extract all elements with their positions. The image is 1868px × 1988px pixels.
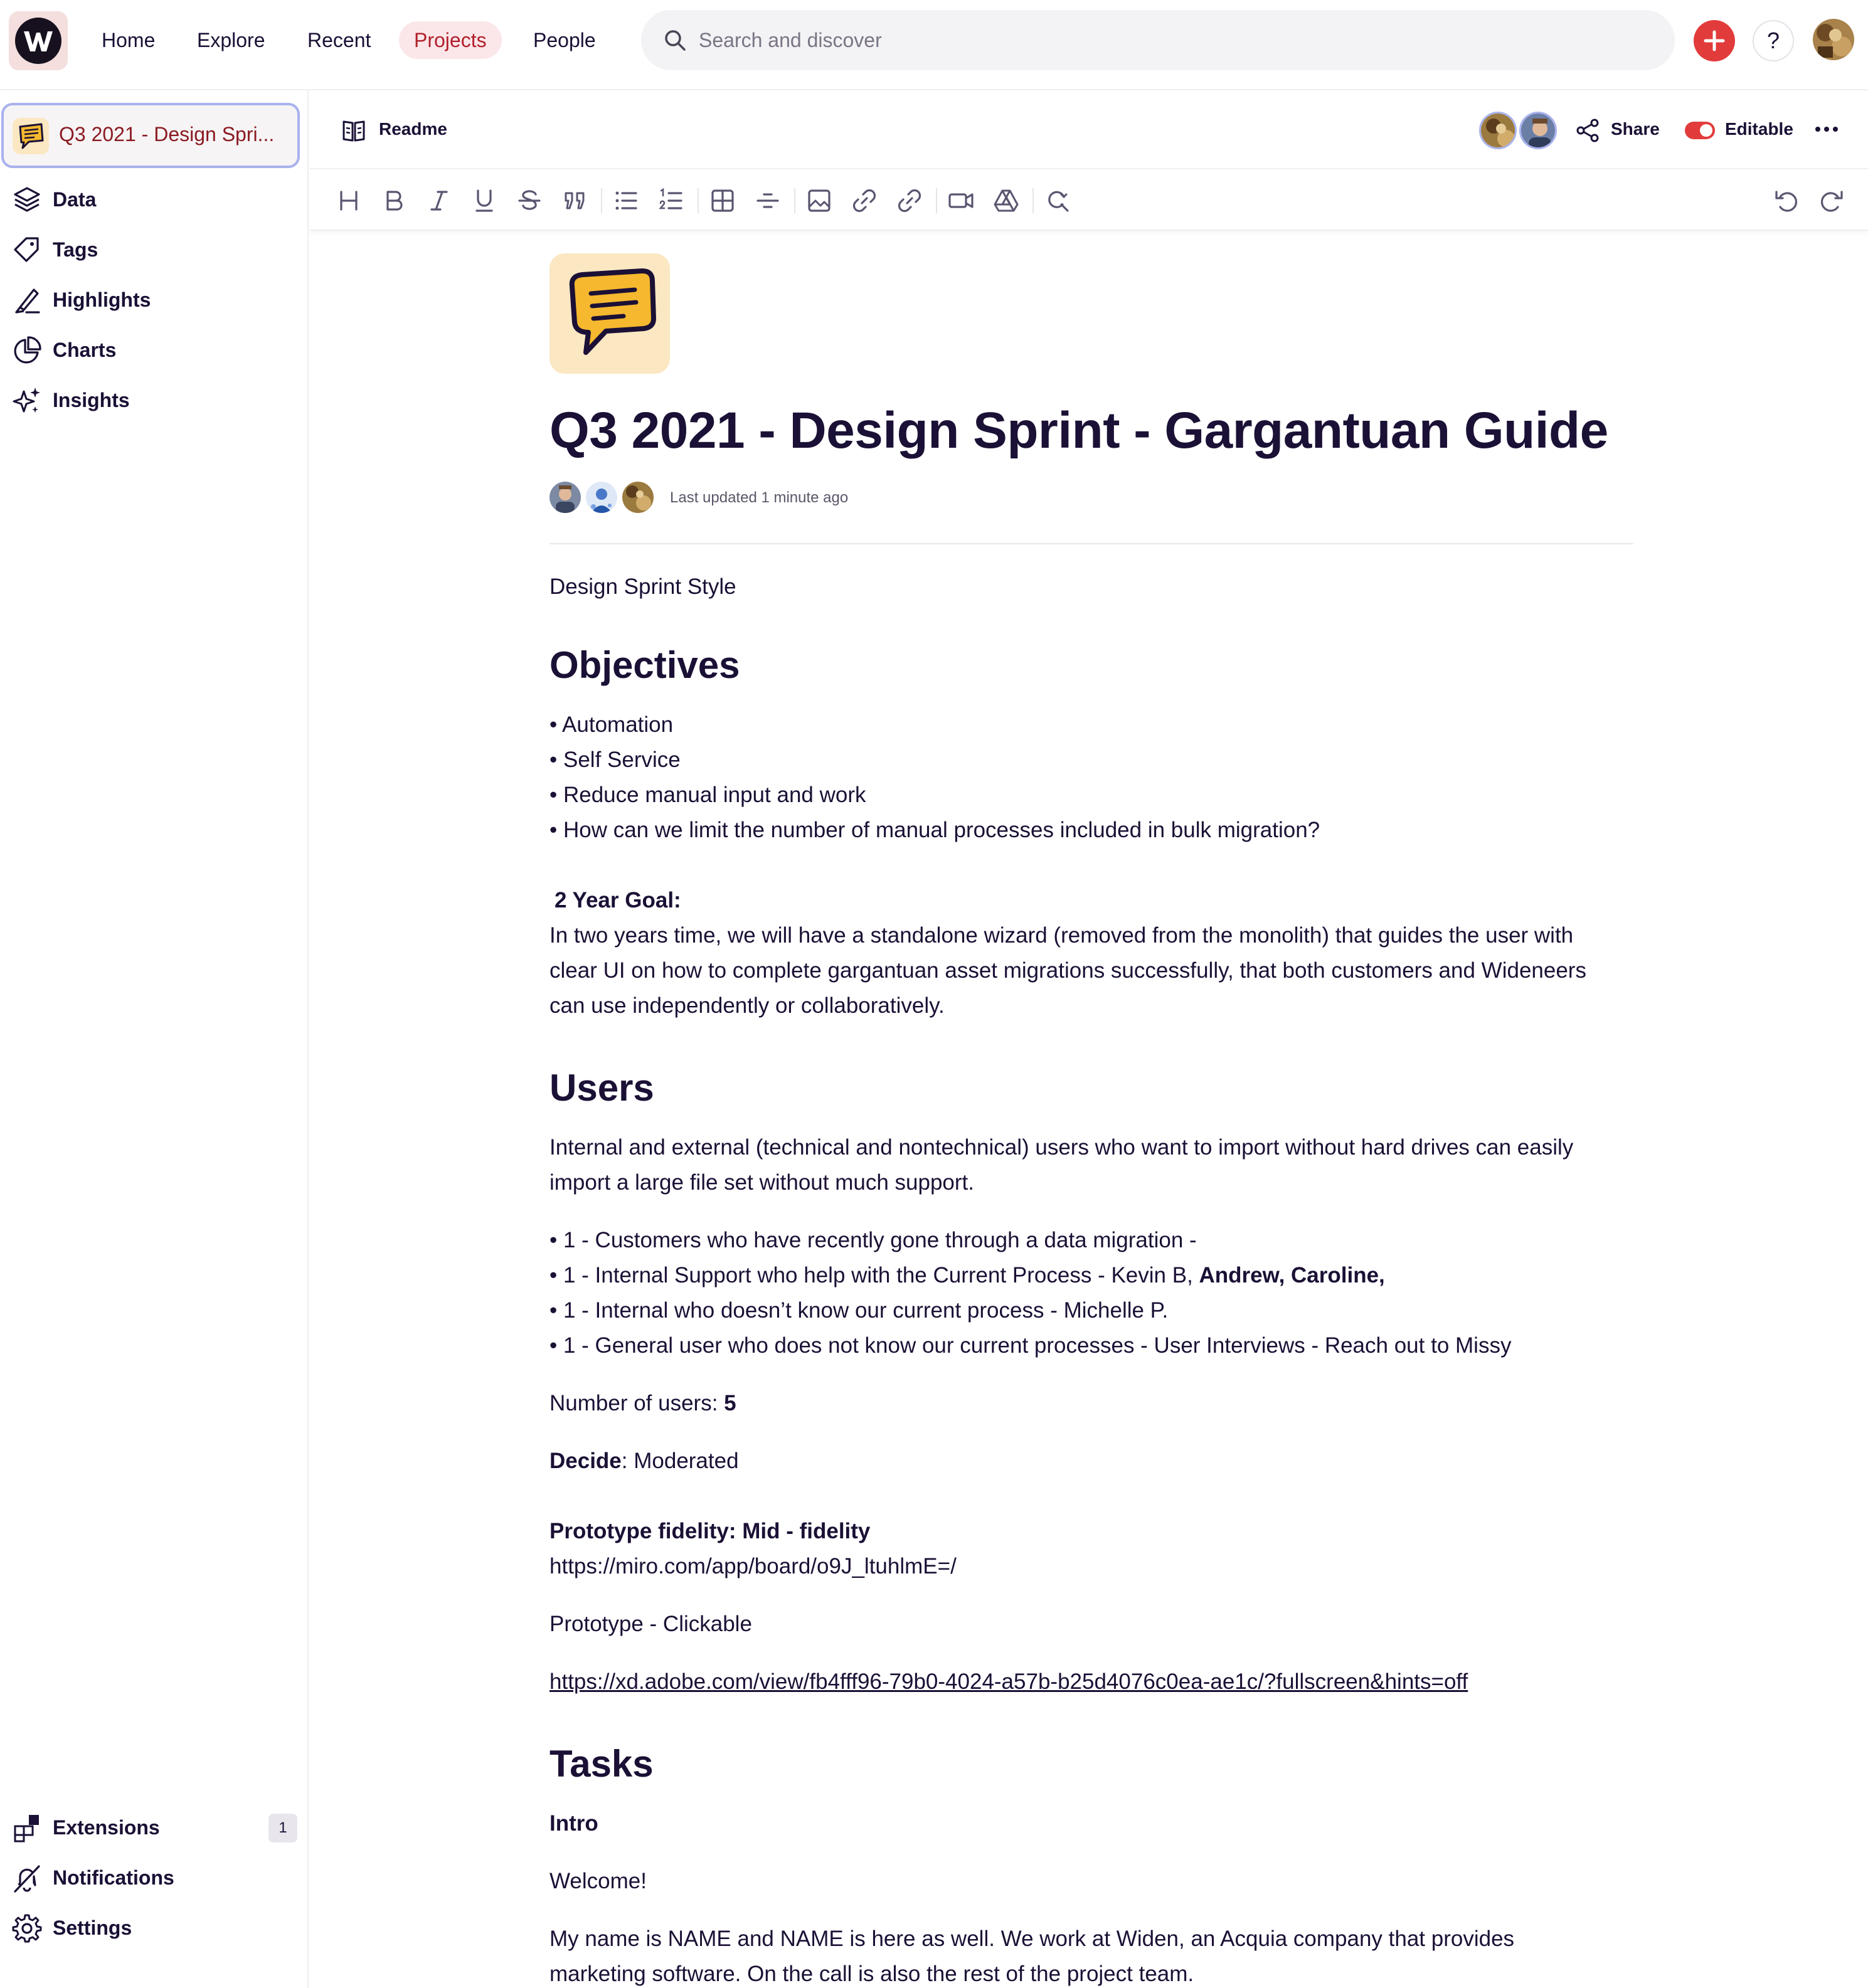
- toolbar-divider: [1032, 188, 1034, 213]
- horizontal-rule-icon: [753, 186, 783, 216]
- search-replace-icon: [1043, 186, 1073, 216]
- sidebar-item-charts[interactable]: [11, 332, 297, 367]
- document-title[interactable]: Q3 2021 - Design Sprint - Gargantuan Guide: [549, 402, 1608, 459]
- nav-people[interactable]: People: [533, 29, 596, 51]
- strikethrough-icon: [514, 186, 544, 216]
- sparkles-icon: [11, 385, 43, 416]
- contributor-avatar[interactable]: [622, 482, 654, 513]
- image-button[interactable]: [804, 186, 834, 216]
- decide-value: : Moderated: [621, 1449, 739, 1473]
- goal-text: can use independently or collaboratively.: [549, 993, 945, 1018]
- redo-button[interactable]: [1817, 186, 1847, 216]
- sidebar-item-label: Highlights: [53, 288, 151, 311]
- image-icon: [804, 186, 834, 216]
- xd-link[interactable]: https://xd.adobe.com/view/fb4fff96-79b0-4024-a57b-b25d4076c0ea-ae1c/?fullscreen&hints=off: [549, 1669, 1468, 1694]
- sidebar: [0, 90, 309, 1988]
- gear-icon: [11, 1913, 43, 1944]
- intro-text: My name is NAME and NAME is here as well. We work at Widen, an Acquia company that provides: [549, 1927, 1515, 1951]
- sidebar-item-label: Insights: [53, 389, 130, 411]
- editable-label: Editable: [1725, 119, 1793, 139]
- italic-button[interactable]: [424, 186, 454, 216]
- tag-icon: [11, 235, 43, 266]
- redo-icon: [1817, 186, 1847, 216]
- intro-text: marketing software. On the call is also the rest of the project team.: [549, 1962, 1194, 1986]
- numbered-list-icon: [656, 186, 686, 216]
- sidebar-item-insights[interactable]: [11, 383, 297, 418]
- miro-link[interactable]: https://miro.com/app/board/o9J_ltuhlmE=/: [549, 1554, 957, 1578]
- prototype-label: Prototype - Clickable: [549, 1612, 752, 1636]
- highlighter-icon: [11, 285, 43, 316]
- users-intro: Internal and external (technical and nontechnical) users who want to import without hard drives can easily: [549, 1135, 1574, 1160]
- user-avatar[interactable]: [1813, 19, 1854, 60]
- widen-logo-icon: [15, 18, 61, 64]
- video-icon: [946, 186, 976, 216]
- document-header: [310, 90, 1868, 169]
- extensions-icon: [11, 1812, 43, 1844]
- project-selector[interactable]: [1, 103, 300, 168]
- list-item: • Self Service: [549, 748, 681, 772]
- heading-button[interactable]: [334, 186, 364, 216]
- nav-recent[interactable]: Recent: [307, 29, 371, 51]
- decide-label: Decide: [549, 1449, 622, 1473]
- heading-icon: [334, 186, 364, 216]
- numbered-list-button[interactable]: [656, 186, 686, 216]
- list-item: • 1 - Customers who have recently gone through a data migration -: [549, 1228, 1197, 1252]
- collaborator-avatar[interactable]: [1479, 112, 1517, 149]
- prototype-fidelity: Prototype fidelity: Mid - fidelity: [549, 1519, 871, 1543]
- book-icon: [341, 118, 366, 143]
- toolbar-divider: [936, 188, 937, 213]
- welcome-text: Welcome!: [549, 1869, 647, 1893]
- layers-icon: [11, 184, 43, 216]
- list-item: • 1 - General user who does not know our current processes - User Interviews - Reach out to Missy: [549, 1333, 1512, 1358]
- speech-bubble-icon: [549, 253, 670, 374]
- sidebar-item-label: Notifications: [53, 1866, 174, 1889]
- quote-button[interactable]: [560, 186, 590, 216]
- bold-icon: [379, 186, 409, 216]
- bell-off-icon: [11, 1863, 43, 1894]
- list-item: [549, 1258, 1385, 1293]
- objectives-heading: Objectives: [549, 644, 740, 686]
- document-icon[interactable]: [549, 253, 670, 374]
- embed-link-button[interactable]: [894, 186, 925, 216]
- sidebar-item-label: Charts: [53, 339, 117, 361]
- bullet-list-icon: [611, 186, 641, 216]
- speech-bubble-icon: [13, 118, 49, 154]
- table-icon: [708, 186, 738, 216]
- nav-projects[interactable]: Projects: [399, 21, 502, 59]
- tasks-heading: Tasks: [549, 1743, 654, 1785]
- toolbar-divider: [698, 188, 699, 213]
- list-item: • Automation: [549, 712, 674, 737]
- number-of-users-value: 5: [724, 1391, 736, 1415]
- link-icon: [849, 186, 879, 216]
- plus-icon: [1694, 20, 1735, 61]
- sidebar-item-label: Tags: [53, 238, 98, 261]
- title-divider: [549, 543, 1633, 544]
- share-icon: [1576, 118, 1601, 143]
- search-icon: [664, 29, 686, 51]
- undo-button[interactable]: [1771, 186, 1802, 216]
- list-item: • 1 - Internal who doesn’t know our current process - Michelle P.: [549, 1298, 1169, 1323]
- toolbar-divider: [601, 188, 602, 213]
- number-of-users-label: Number of users:: [549, 1391, 724, 1415]
- google-drive-icon: [991, 186, 1021, 216]
- pie-chart-icon: [11, 335, 43, 366]
- sidebar-item-notifications[interactable]: [11, 1860, 297, 1895]
- share-label: Share: [1611, 119, 1660, 139]
- embed-link-icon: [894, 186, 925, 216]
- underline-button[interactable]: [469, 186, 499, 216]
- search-bar[interactable]: [641, 10, 1675, 70]
- help-button[interactable]: ?: [1753, 20, 1794, 61]
- sidebar-item-tags[interactable]: [11, 232, 297, 267]
- video-button[interactable]: [946, 186, 976, 216]
- create-button[interactable]: [1694, 20, 1735, 61]
- contributors: [549, 482, 989, 513]
- tab-readme-label: Readme: [379, 119, 447, 139]
- more-options-icon[interactable]: [1814, 123, 1839, 135]
- divider-button[interactable]: [753, 186, 783, 216]
- number-of-users: [549, 1386, 736, 1421]
- users-heading: Users: [549, 1067, 654, 1109]
- google-drive-button[interactable]: [991, 186, 1021, 216]
- italic-icon: [424, 186, 454, 216]
- contributor-avatar[interactable]: [549, 482, 581, 513]
- editor-toolbar: [310, 171, 1868, 231]
- strikethrough-button[interactable]: [514, 186, 544, 216]
- sidebar-item-highlights[interactable]: [11, 282, 297, 317]
- subtitle: Design Sprint Style: [549, 574, 736, 599]
- sidebar-item-label: Settings: [53, 1917, 132, 1939]
- nav-explore[interactable]: Explore: [197, 29, 265, 51]
- goal-text: clear UI on how to complete gargantuan asset migrations successfully, that both customers and Wideneers: [549, 958, 1586, 983]
- users-intro: import a large file set without much support.: [549, 1170, 974, 1195]
- project-name: Q3 2021 - Design Spri...: [59, 123, 275, 145]
- top-navigation: [0, 0, 1868, 90]
- toggle-knob: [1700, 124, 1712, 137]
- contributor-avatar[interactable]: [586, 482, 617, 513]
- editable-toggle[interactable]: [1685, 122, 1715, 139]
- sidebar-item-settings[interactable]: [11, 1910, 297, 1945]
- bold-button[interactable]: [379, 186, 409, 216]
- list-item-text: • 1 - Internal Support who help with the Current Process - Kevin B,: [549, 1263, 1199, 1287]
- quote-icon: [560, 186, 590, 216]
- intro-heading: Intro: [549, 1811, 598, 1836]
- last-updated: Last updated 1 minute ago: [670, 489, 849, 506]
- goal-heading: 2 Year Goal:: [555, 888, 681, 912]
- search-input[interactable]: [699, 20, 1640, 60]
- nav-home[interactable]: Home: [102, 29, 156, 51]
- undo-icon: [1771, 186, 1802, 216]
- app-logo[interactable]: [9, 11, 68, 70]
- list-item: • How can we limit the number of manual processes included in bulk migration?: [549, 818, 1320, 842]
- list-item: • Reduce manual input and work: [549, 783, 866, 807]
- goal-text: In two years time, we will have a standalone wizard (removed from the monolith) that guides the user with: [549, 923, 1574, 948]
- collaborator-avatar[interactable]: [1519, 112, 1557, 149]
- underline-icon: [469, 186, 499, 216]
- decide-line: [549, 1444, 739, 1479]
- toolbar-divider: [794, 188, 795, 213]
- sidebar-item-extensions[interactable]: [11, 1810, 297, 1845]
- extensions-count-badge: 1: [268, 1814, 297, 1843]
- bullet-list-button[interactable]: [611, 186, 641, 216]
- link-button[interactable]: [849, 186, 879, 216]
- sidebar-item-data[interactable]: [11, 182, 297, 217]
- list-item-bold-names: Andrew, Caroline,: [1199, 1263, 1385, 1287]
- sidebar-item-label: Extensions: [53, 1816, 160, 1839]
- sidebar-item-label: Data: [53, 188, 97, 211]
- find-button[interactable]: [1043, 186, 1073, 216]
- table-button[interactable]: [708, 186, 738, 216]
